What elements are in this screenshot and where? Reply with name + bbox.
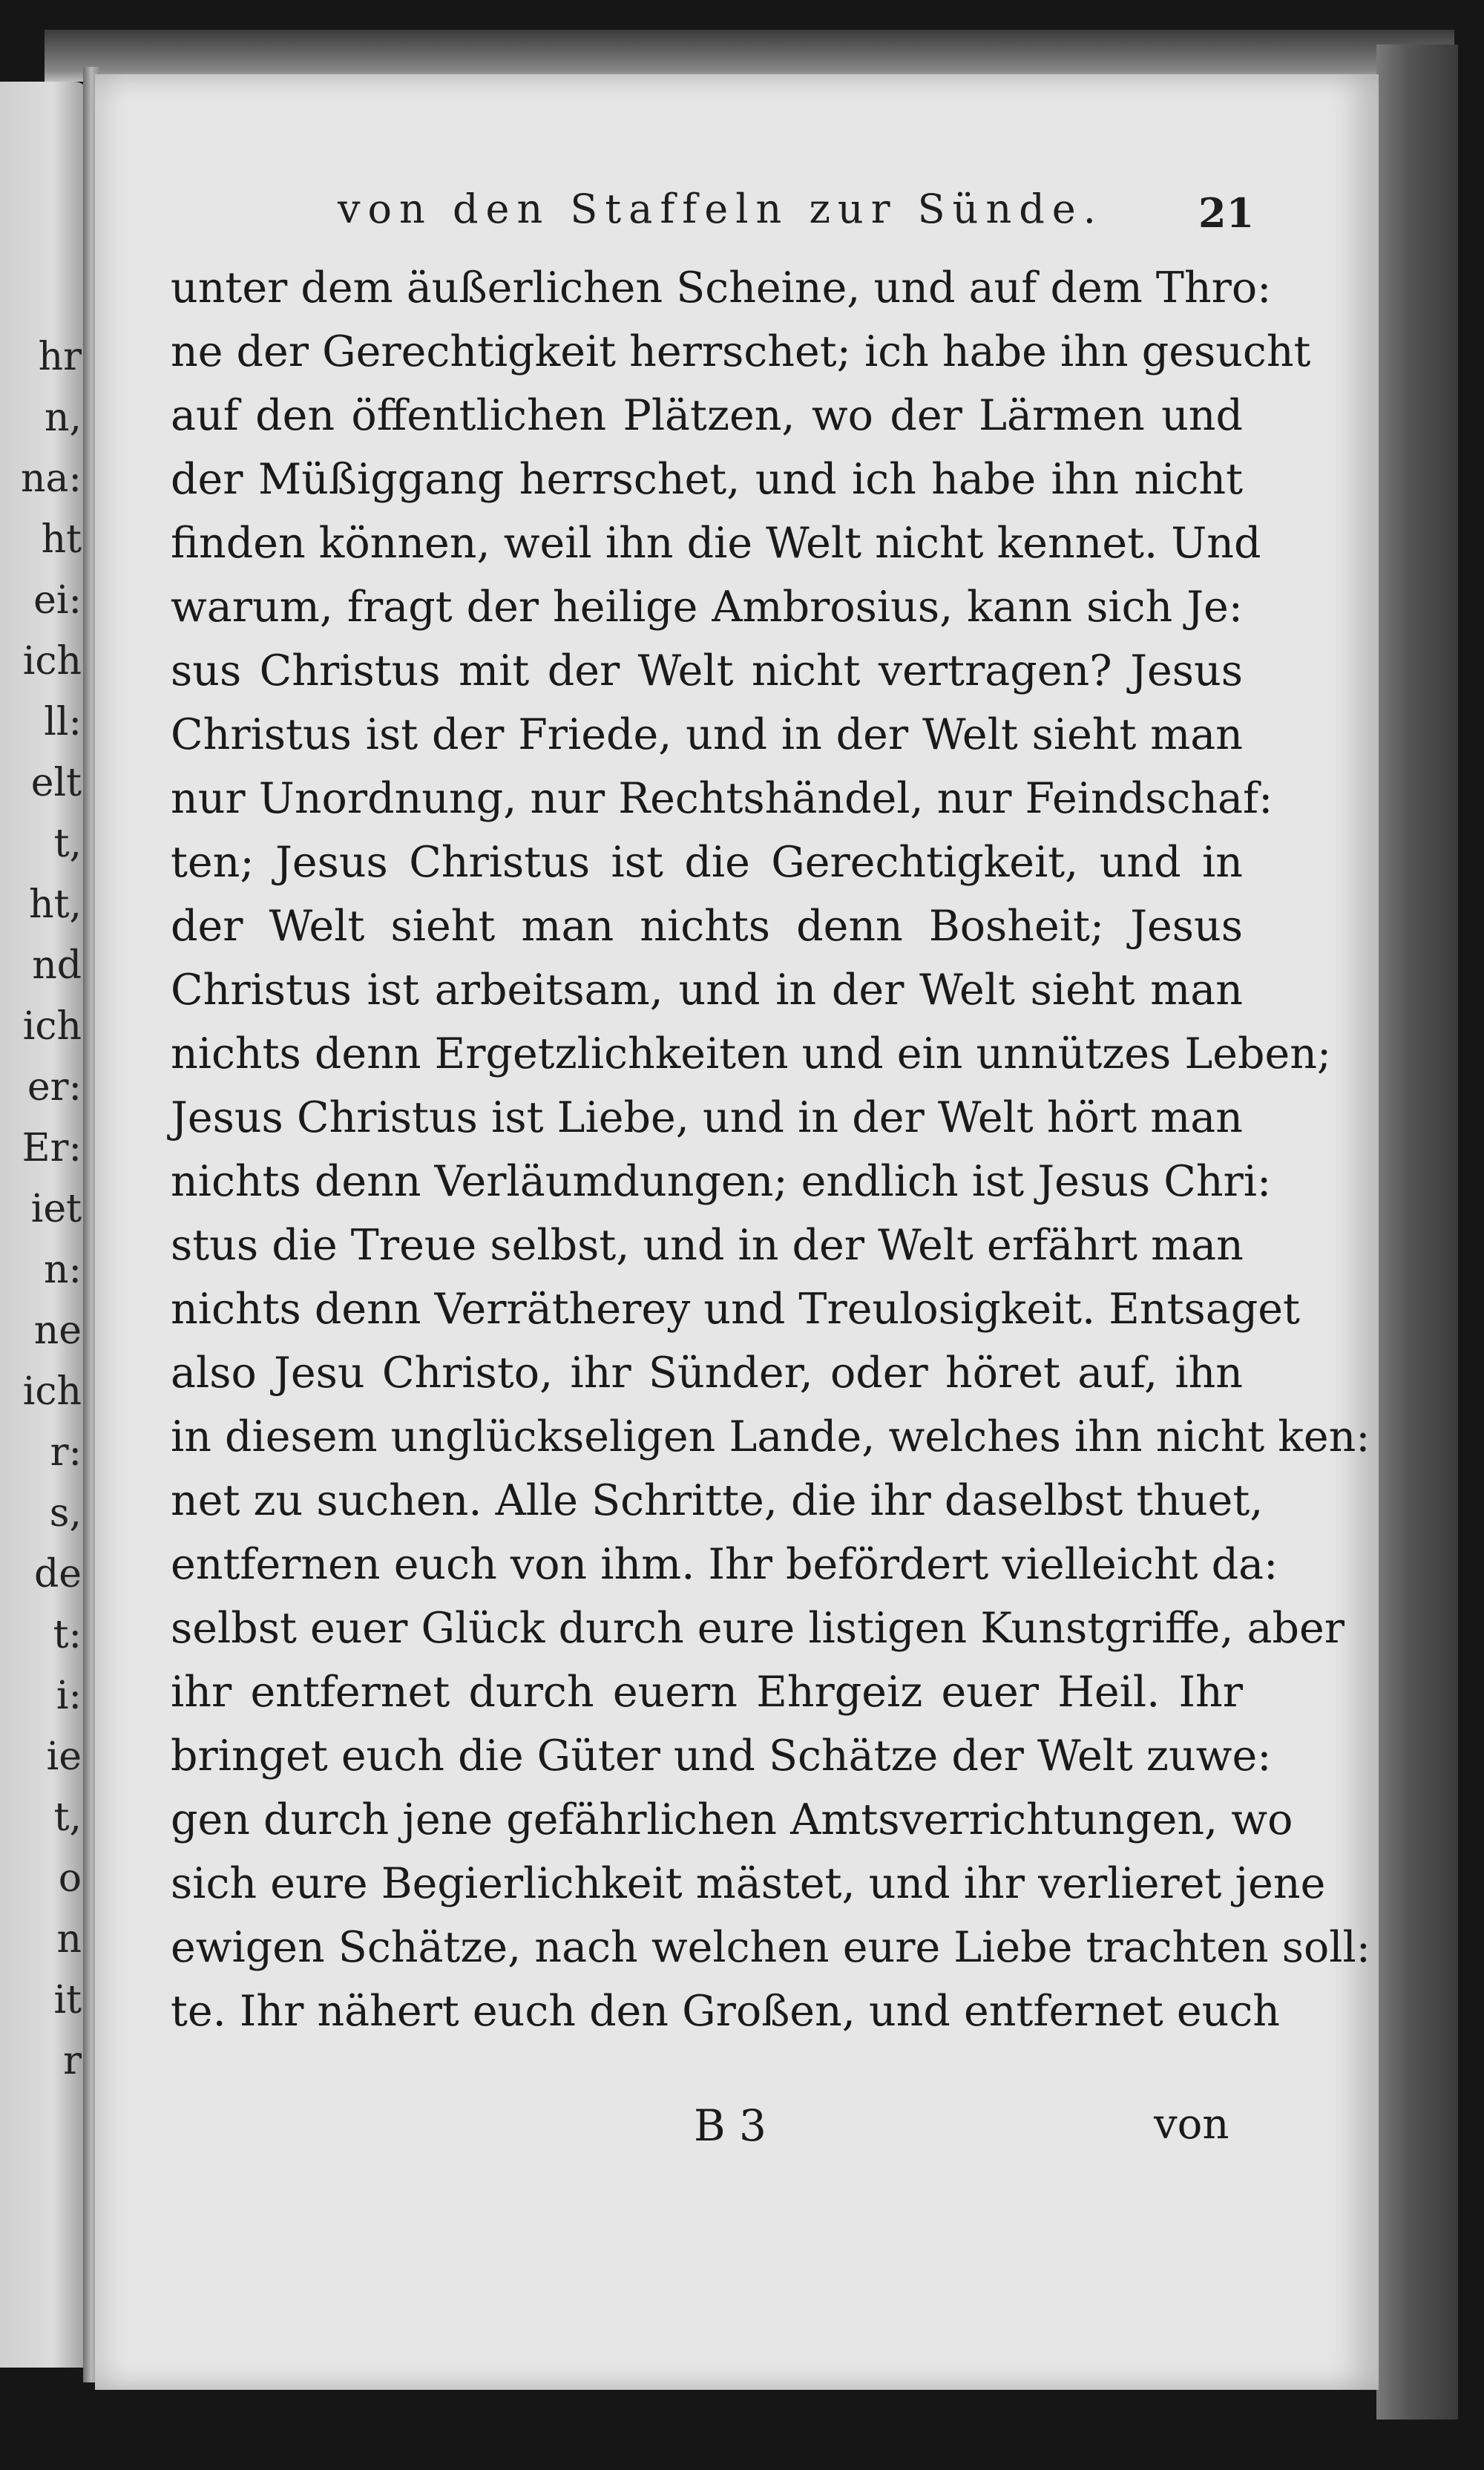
facing-fragment: er: [27,1065,82,1110]
facing-fragment: hr [38,335,82,379]
text-line: in diesem unglückseligen Lande, welches ihn nicht ken: [171,1412,1370,1461]
text-line: unter dem äußerlichen Scheine, und auf dem Thro: [171,263,1272,312]
text-line: stus die Treue selbst, und in der Welt erfährt man [171,1221,1244,1270]
signature-mark: B 3 [694,2100,766,2151]
facing-fragment: s, [49,1491,82,1536]
facing-fragment: it [53,1978,82,2022]
text-line: der Müßiggang herrschet, und ich habe ihn nicht [171,455,1243,504]
text-line: ewigen Schätze, nach welchen eure Liebe trachten soll: [171,1923,1370,1972]
facing-fragment: ht [41,517,82,562]
facing-fragment: iet [30,1187,82,1231]
facing-fragment: o [58,1856,82,1901]
facing-fragment: ie [46,1734,82,1779]
text-line: nichts denn Verrätherey und Treulosigkeit. Entsaget [171,1285,1300,1334]
facing-fragment: ht, [29,882,82,927]
text-line: selbst euer Glück durch eure listigen Kunstgriffe, aber [171,1604,1345,1653]
text-line: der Welt sieht man nichts denn Bosheit; Jesus [171,902,1243,951]
facing-fragment: t, [53,822,82,866]
facing-page-fragments [0,327,82,2091]
text-line: sus Christus mit der Welt nicht vertragen? Jesus [171,646,1243,695]
facing-fragment: ll: [44,700,82,744]
facing-page-edge [0,82,89,2368]
text-line: Christus ist arbeitsam, und in der Welt sieht man [171,966,1243,1015]
text-line: bringet euch die Güter und Schätze der Welt zuwe: [171,1732,1272,1781]
text-line: Christus ist der Friede, und in der Welt sieht man [171,710,1243,759]
text-line: sich eure Begierlichkeit mästet, und ihr verlieret jene [171,1859,1326,1908]
text-line: ne der Gerechtigkeit herrschet; ich habe ihn gesucht [171,327,1311,376]
facing-fragment: elt [30,761,82,805]
text-line: net zu suchen. Alle Schritte, die ihr daselbst thuet, [171,1476,1264,1525]
catchword: von [1154,2100,1229,2149]
text-line: nichts denn Verläumdungen; endlich ist Jesus Chri: [171,1157,1272,1206]
facing-fragment: n [56,1917,82,1962]
text-line: finden können, weil ihn die Welt nicht kennet. Und [171,519,1261,568]
facing-fragment: Er: [22,1126,82,1170]
facing-fragment: r: [50,1430,82,1475]
text-line: gen durch jene gefährlichen Amtsverrichtungen, wo [171,1795,1293,1844]
page-number: 21 [1198,189,1255,237]
facing-fragment: i: [56,1674,82,1718]
facing-fragment: r [63,2039,82,2083]
text-line: nichts denn Ergetzlichkeiten und ein unnützes Leben; [171,1029,1332,1078]
text-line: nur Unordnung, nur Rechtshändel, nur Feindschaf: [171,774,1273,823]
body-text [171,256,1370,2043]
running-header: von den Staffeln zur Sünde. [338,186,1103,232]
facing-fragment: de [33,1552,82,1596]
text-line: entfernen euch von ihm. Ihr befördert vielleicht da: [171,1540,1278,1589]
facing-fragment: ne [33,1308,82,1353]
facing-fragment: t, [53,1795,82,1840]
facing-fragment: n, [44,396,82,440]
text-line: Jesus Christus ist Liebe, und in der Welt hört man [171,1093,1243,1142]
facing-fragment: n: [43,1248,82,1292]
facing-fragment: ich [22,639,82,684]
facing-fragment: t: [53,1613,82,1657]
text-line: ihr entfernet durch euern Ehrgeiz euer Heil. Ihr [171,1668,1243,1717]
text-line: auf den öffentlichen Plätzen, wo der Lärmen und [171,391,1243,440]
facing-fragment: ich [22,1369,82,1414]
text-line: also Jesu Christo, ihr Sünder, oder höret auf, ihn [171,1349,1243,1398]
book-fore-edge [1376,45,1458,2420]
facing-fragment: nd [32,943,82,988]
text-line: warum, fragt der heilige Ambrosius, kann sich Je: [171,583,1243,632]
text-line: ten; Jesus Christus ist die Gerechtigkeit, und in [171,838,1243,887]
facing-fragment: ich [22,1004,82,1049]
facing-fragment: ei: [33,578,82,623]
facing-fragment: na: [20,456,82,501]
text-line: te. Ihr nähert euch den Großen, und entfernet euch [171,1987,1280,2036]
